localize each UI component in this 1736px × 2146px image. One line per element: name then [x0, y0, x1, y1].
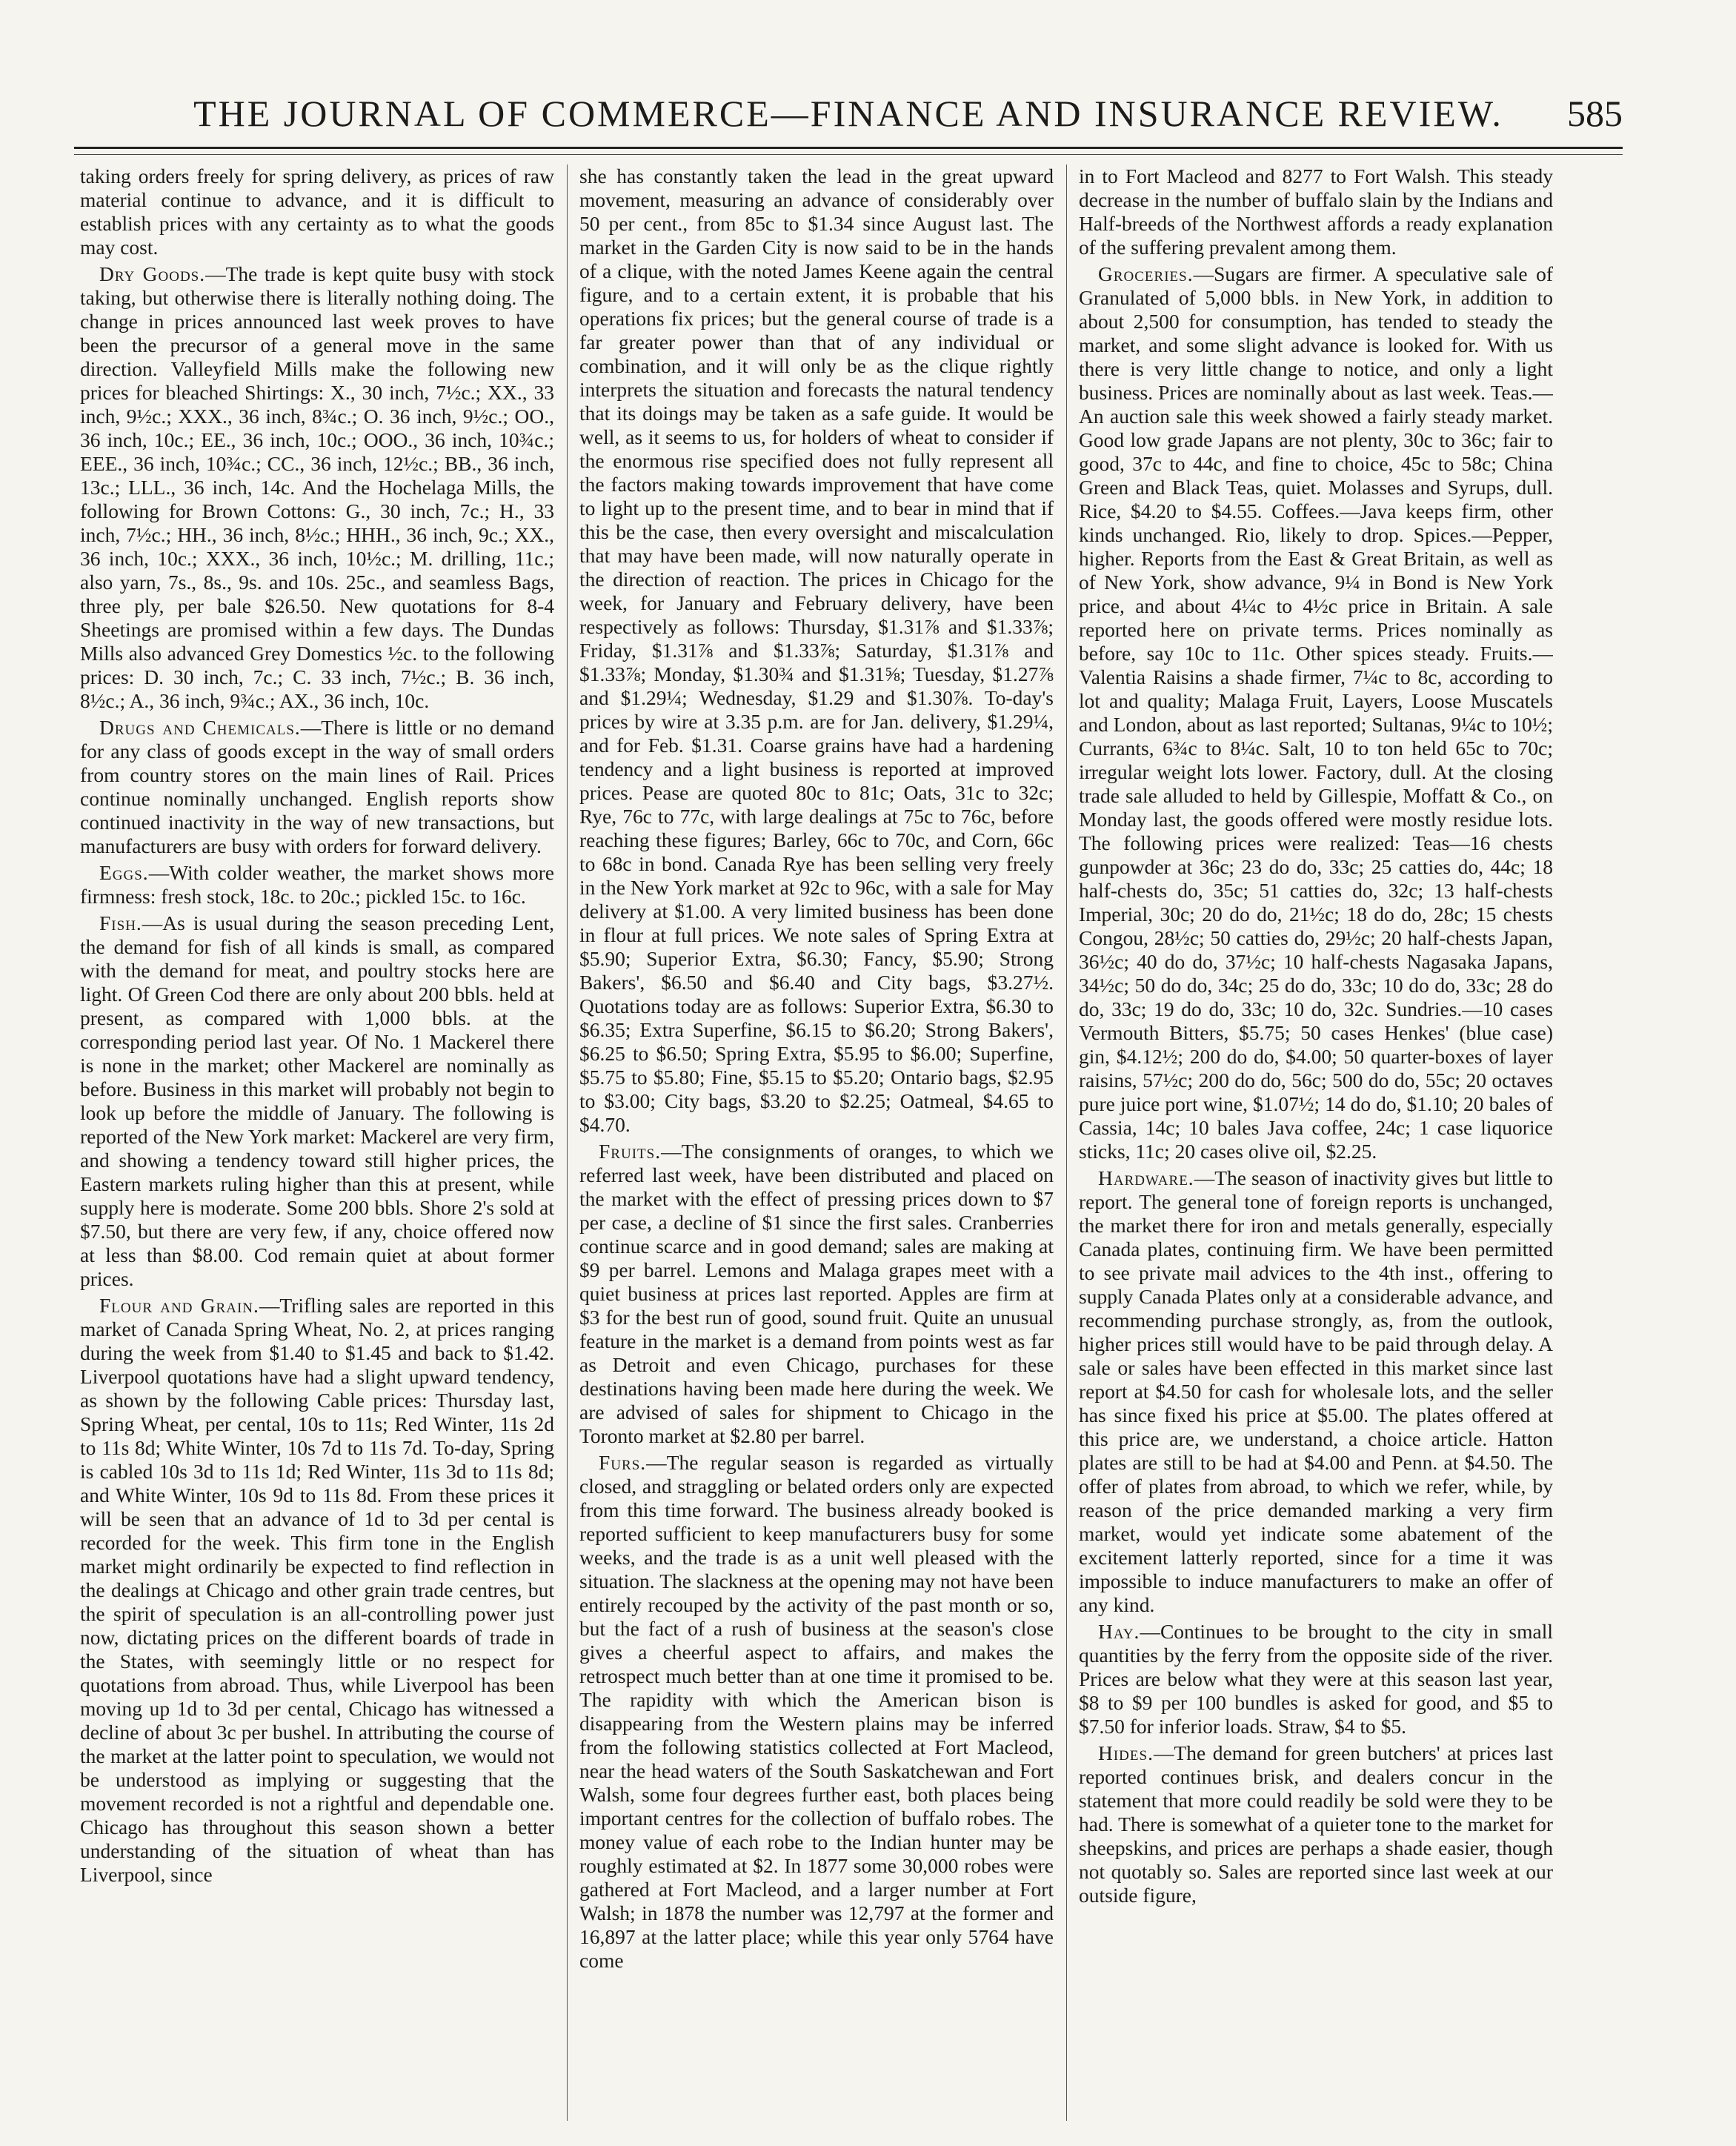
- paragraph-continued: taking orders freely for spring delivery, as prices of raw material continue to advance, and it is difficult to establish prices with any certainty as to what the goods may cost.: [80, 165, 554, 259]
- paragraph-furs: [579, 1451, 1054, 1973]
- paragraph-body: —The season of inactivity gives but little to report. The general tone of foreign reports is unchanged, the market there for iron and metals generally, especially Canada plates, continuing firm. We have been permitted to see private mail advices to the 4th inst., offering to supply Canada Plates only at a considerable advance, and recommending purchase strongly, as, from the outlook, higher prices still would have to be paid through delay. A sale or sales have been effected in this market since last report at $4.50 for cash for wholesale lots, and the seller has since fixed his price at $5.00. The plates offered at this price are, we understand, a choice article. Hatton plates are still to be had at $4.00 and Penn. at $4.50. The offer of plates from abroad, to which we refer, while, by reason of the price demanded marking a very firm market, would yet indicate some abatement of the excitement latterly reported, since for a time it was impossible to induce manufacturers to make an offer of any kind.: [1079, 1166, 1553, 1616]
- column-1: [80, 165, 554, 2121]
- paragraph-fish: [80, 911, 554, 1291]
- paragraph-body: —There is little or no demand for any class of goods except in the way of small orders from country stores on the main lines of Rail. Prices continue nominally unchanged. English reports show continued inactivity in the way of new transactions, but manufacturers are busy with orders for forward delivery.: [80, 716, 554, 857]
- section-heading: Furs.: [599, 1451, 647, 1474]
- section-heading: Eggs.: [99, 861, 149, 884]
- column-3: [1079, 165, 1553, 2121]
- section-heading: Flour and Grain.: [99, 1294, 259, 1317]
- paragraph-groceries: [1079, 262, 1553, 1163]
- header-rule: [74, 147, 1623, 149]
- column-divider: [1066, 165, 1067, 2121]
- journal-title: THE JOURNAL OF COMMERCE—FINANCE AND INSURANCE REVIEW.: [193, 93, 1503, 134]
- section-heading: Fruits.: [599, 1140, 662, 1163]
- section-heading: Drugs and Chemicals.: [99, 716, 301, 739]
- paragraph-hardware: [1079, 1166, 1553, 1617]
- section-heading: Hay.: [1098, 1620, 1140, 1643]
- paragraph-continued: she has constantly taken the lead in the great upward movement, measuring an advance of considerably over 50 per cent., from 85c to $1.34 since August last. The market in the Garden City is now said to be in the hands of a clique, with the noted James Keene again the central figure, and to a certain extent, it is probable that his operations fix prices; but the general course of trade is a far greater power than that of any individual or combination, and it will only be as the clique rightly interprets the situation and forecasts the natural tendency that its doings may be taken as a safe guide. It would be well, as it seems to us, for holders of wheat to consider if the enormous rise specified does not fully represent all the factors making towards improvement that have come to light up to the present time, and to bear in mind that if this be the case, then every oversight and miscalculation that may have been made, will now naturally operate in the direction of reaction. The prices in Chicago for the week, for January and February delivery, have been respectively as follows: Thursday, $1.31⅞ and $1.33⅞; Friday, $1.31⅞ and $1.33⅞; Saturday, $1.31⅞ and $1.33⅞; Monday, $1.30¾ and $1.31⅝; Tuesday, $1.27⅞ and $1.29¼; Wednesday, $1.29 and $1.30⅞. To-day's prices by wire at 3.35 p.m. are for Jan. delivery, $1.29¼, and for Feb. $1.31. Coarse grains have had a hardening tendency and a light business is reported at improved prices. Pease are quoted 80c to 81c; Oats, 31c to 32c; Rye, 76c to 77c, with large dealings at 75c to 76c, before reaching these figures; Barley, 66c to 70c, and Corn, 66c to 68c in bond. Canada Rye has been selling very freely in the New York market at 92c to 96c, with a sale for May delivery at $1.00. A very limited business has been done in flour at full prices. We note sales of Spring Extra at $5.90; Superior Extra, $6.30; Fancy, $5.90; Strong Bakers', $6.50 and $6.40 and City bags, $3.27½. Quotations today are as follows: Superior Extra, $6.30 to $6.35; Extra Superfine, $6.15 to $6.20; Strong Bakers', $6.25 to $6.50; Spring Extra, $5.95 to $6.00; Superfine, $5.75 to $5.80; Fine, $5.15 to $5.20; Ontario bags, $2.95 to $3.00; City bags, $3.20 to $2.25; Oatmeal, $4.65 to $4.70.: [579, 165, 1054, 1136]
- paragraph-body: —The regular season is regarded as virtually closed, and straggling or belated orders only are expected from this time forward. The business already booked is reported sufficient to keep manufacturers busy for some weeks, and the trade is as a unit well pleased with the situation. The slackness at the opening may not have been entirely recouped by the activity of the past month or so, but the fact of a rush of business at the season's close gives a cheerful aspect to affairs, and makes the retrospect much better than at one time it promised to be. The rapidity with which the American bison is disappearing from the Western plains may be inferred from the following statistics collected at Fort Macleod, near the head waters of the South Saskatchewan and Fort Walsh, some four degrees further east, both places being important centres for the collection of buffalo robes. The money value of each robe to the Indian hunter may be roughly estimated at $2. In 1877 some 30,000 robes were gathered at Fort Macleod, and a larger number at Fort Walsh; in 1878 the number was 12,797 at the former and 16,897 at the latter place; while this year only 5764 have come: [579, 1451, 1054, 1972]
- paragraph-body: —Sugars are firmer. A speculative sale of Granulated of 5,000 bbls. in New York, in addition to about 2,500 for consumption, has tended to steady the market, and some slight advance is looked for. With us there is very little change to notice, and only a light business. Prices are nominally about as last week. Teas.—An auction sale this week showed a fairly steady market. Good low grade Japans are not plenty, 30c to 36c; fair to good, 37c to 44c, and fine to choice, 45c to 58c; China Green and Black Teas, quiet. Molasses and Syrups, dull. Rice, $4.20 to $4.55. Coffees.—Java keeps firm, other kinds unchanged. Rio, likely to drop. Spices.—Pepper, higher. Reports from the East & Great Britain, as well as of New York, show advance, 9¼ in Bond is New York price, and about 4¼c to 4½c price in Britain. A sale reported here on private terms. Prices nominally as before, say 10c to 11c. Other spices steady. Fruits.—Valentia Raisins a shade firmer, 7¼c to 8c, according to lot and quality; Malaga Fruit, Layers, Loose Muscatels and London, about as last reported; Sultanas, 9¼c to 10½; Currants, 6¾c to 8¼c. Salt, 10 to ton held 65c to 70c; irregular weight lots lower. Factory, dull. At the closing trade sale alluded to held by Gillespie, Moffatt & Co., on Monday last, the goods offered were mostly residue lots. The following prices were realized: Teas—16 chests gunpowder at 36c; 23 do do, 33c; 25 catties do, 44c; 18 half-chests do, 35c; 51 catties do, 32c; 13 half-chests Imperial, 30c; 20 do do, 21½c; 18 do do, 28c; 15 chests Congou, 28½c; 50 catties do, 29½c; 20 half-chests Japan, 36½c; 40 do do, 37½c; 10 half-chests Nagasaka Japans, 34½c; 50 do do, 34c; 25 do do, 33c; 10 do do, 33c; 28 do do, 33c; 19 do do, 33c; 10 do, 32c. Sundries.—10 cases Vermouth Bitters, $5.75; 50 cases Henkes' (blue case) gin, $4.12½; 200 do do, $4.00; 50 quarter-boxes of layer raisins, 57½c; 200 do do, 56c; 500 do do, 55c; 20 octaves pure juice port wine, $1.07½; 14 do do, $1.10; 20 bales of Cassia, 14c; 10 bales Java coffee, 24c; 1 case liquorice sticks, 11c; 20 cases olive oil, $2.25.: [1079, 262, 1553, 1163]
- paragraph-hides: [1079, 1741, 1553, 1907]
- column-2: [579, 165, 1054, 2121]
- page-header: [74, 87, 1623, 139]
- paragraph-body: —The demand for green butchers' at prices last reported continues brisk, and dealers concur in the statement that more could readily be sold were they to be had. There is somewhat of a quieter tone to the market for sheepskins, and prices are perhaps a shade easier, though not quotably so. Sales are reported since last week at our outside figure,: [1079, 1741, 1553, 1907]
- paragraph-fruits: [579, 1140, 1054, 1448]
- header-rule-thin: [74, 154, 1623, 155]
- section-heading: Dry Goods.: [99, 262, 206, 285]
- page-number: 585: [1567, 93, 1623, 134]
- paragraph-continued: in to Fort Macleod and 8277 to Fort Walsh. This steady decrease in the number of buffalo slain by the Indians and Half-breeds of the Northwest affords a ready explanation of the suffering prevalent among them.: [1079, 165, 1553, 259]
- paragraph-body: —With colder weather, the market shows more firmness: fresh stock, 18c. to 20c.; pickled 15c. to 16c.: [80, 861, 554, 908]
- paragraph-dry-goods: [80, 262, 554, 713]
- section-heading: Hardware.: [1098, 1166, 1194, 1189]
- paragraph-body: —The trade is kept quite busy with stock taking, but otherwise there is literally nothing doing. The change in prices announced last week proves to have been the precursor of a general move in the same direction. Valleyfield Mills make the following new prices for bleached Shirtings: X., 30 inch, 7½c.; XX., 33 inch, 9½c.; XXX., 36 inch, 8¾c.; O. 36 inch, 9½c.; OO., 36 inch, 10c.; EE., 36 inch, 10c.; OOO., 36 inch, 10¾c.; EEE., 36 inch, 10¾c.; CC., 36 inch, 12½c.; BB., 36 inch, 13c.; LLL., 36 inch, 14c. And the Hochelaga Mills, the following for Brown Cottons: G., 30 inch, 7c.; H., 33 inch, 7½c.; HH., 36 inch, 8½c.; HHH., 36 inch, 9c.; XX., 36 inch, 10c.; XXX., 36 inch, 10½c.; M. drilling, 11c.; also yarn, 7s., 8s., 9s. and 10s. 25c., and seamless Bags, three ply, per bale $26.50. New quotations for 8-4 Sheetings are promised within a few days. The Dundas Mills also advanced Grey Domestics ½c. to the following prices: D. 30 inch, 7c.; C. 33 inch, 7½c.; B. 36 inch, 8½c.; A., 36 inch, 9¾c.; AX., 36 inch, 10c.: [80, 262, 554, 712]
- paragraph-body: —As is usual during the season preceding Lent, the demand for fish of all kinds is small, as compared with the demand for meat, and poultry stocks here are light. Of Green Cod there are only about 200 bbls. held at present, as compared with 1,000 bbls. at the corresponding period last year. Of No. 1 Mackerel there is none in the market; other Mackerel are nominally as before. Business in this market will probably not begin to look up before the middle of January. The following is reported of the New York market: Mackerel are very firm, and showing a tendency toward still higher prices, the Eastern markets ruling higher than this at present, while supply here is moderate. Some 200 bbls. Shore 2's sold at $7.50, but there are very few, if any, choice offered now at less than $8.00. Cod remain quiet at about former prices.: [80, 911, 554, 1290]
- paragraph-drugs-chemicals: [80, 716, 554, 858]
- column-divider: [567, 165, 568, 2121]
- section-heading: Fish.: [99, 911, 142, 934]
- paragraph-body: —Continues to be brought to the city in small quantities by the ferry from the opposite side of the river. Prices are below what they were at this season last year, $8 to $9 per 100 bundles is asked for good, and $5 to $7.50 for inferior loads. Straw, $4 to $5.: [1079, 1620, 1553, 1738]
- paragraph-hay: [1079, 1620, 1553, 1738]
- paragraph-flour-grain: [80, 1294, 554, 1887]
- section-heading: Groceries.: [1098, 262, 1194, 285]
- paragraph-eggs: [80, 861, 554, 908]
- paragraph-body: —Trifling sales are reported in this market of Canada Spring Wheat, No. 2, at prices ranging during the week from $1.40 to $1.45 and back to $1.42. Liverpool quotations have had a slight upward tendency, as shown by the following Cable prices: Thursday last, Spring Wheat, per cental, 10s to 11s; Red Winter, 11s 2d to 11s 8d; White Winter, 10s 7d to 11s 7d. To-day, Spring is cabled 10s 3d to 11s 1d; Red Winter, 11s 3d to 11s 8d; and White Winter, 10s 9d to 11s 8d. From these prices it will be seen that an advance of 1d to 3d per cental is recorded for the week. This firm tone in the English market might ordinarily be expected to find reflection in the dealings at Chicago and other grain trade centres, but the spirit of speculation is an all-controlling power just now, dictating prices on the different boards of trade in the States, with seemingly little or no respect for quotations from abroad. Thus, while Liverpool has been moving up 1d to 3d per cental, Chicago has witnessed a decline of about 3c per bushel. In attributing the course of the market at the latter point to speculation, we would not be understood as implying or suggesting that the movement recorded is not a rightful and dependable one. Chicago has throughout this season shown a better understanding of the situation of wheat than has Liverpool, since: [80, 1294, 554, 1886]
- section-heading: Hides.: [1098, 1741, 1154, 1764]
- paragraph-body: —The consignments of oranges, to which we referred last week, have been distributed and placed on the market with the effect of pressing prices down to $7 per case, a decline of $1 since the first sales. Cranberries continue scarce and in good demand; sales are making at $9 per barrel. Lemons and Malaga grapes meet with a quiet business at prices last reported. Apples are firm at $3 for the best run of good, sound fruit. Quite an unusual feature in the market is a demand from points west as far as Detroit and even Chicago, purchases for these destinations having been made here during the week. We are advised of sales for shipment to Chicago in the Toronto market at $2.80 per barrel.: [579, 1140, 1054, 1447]
